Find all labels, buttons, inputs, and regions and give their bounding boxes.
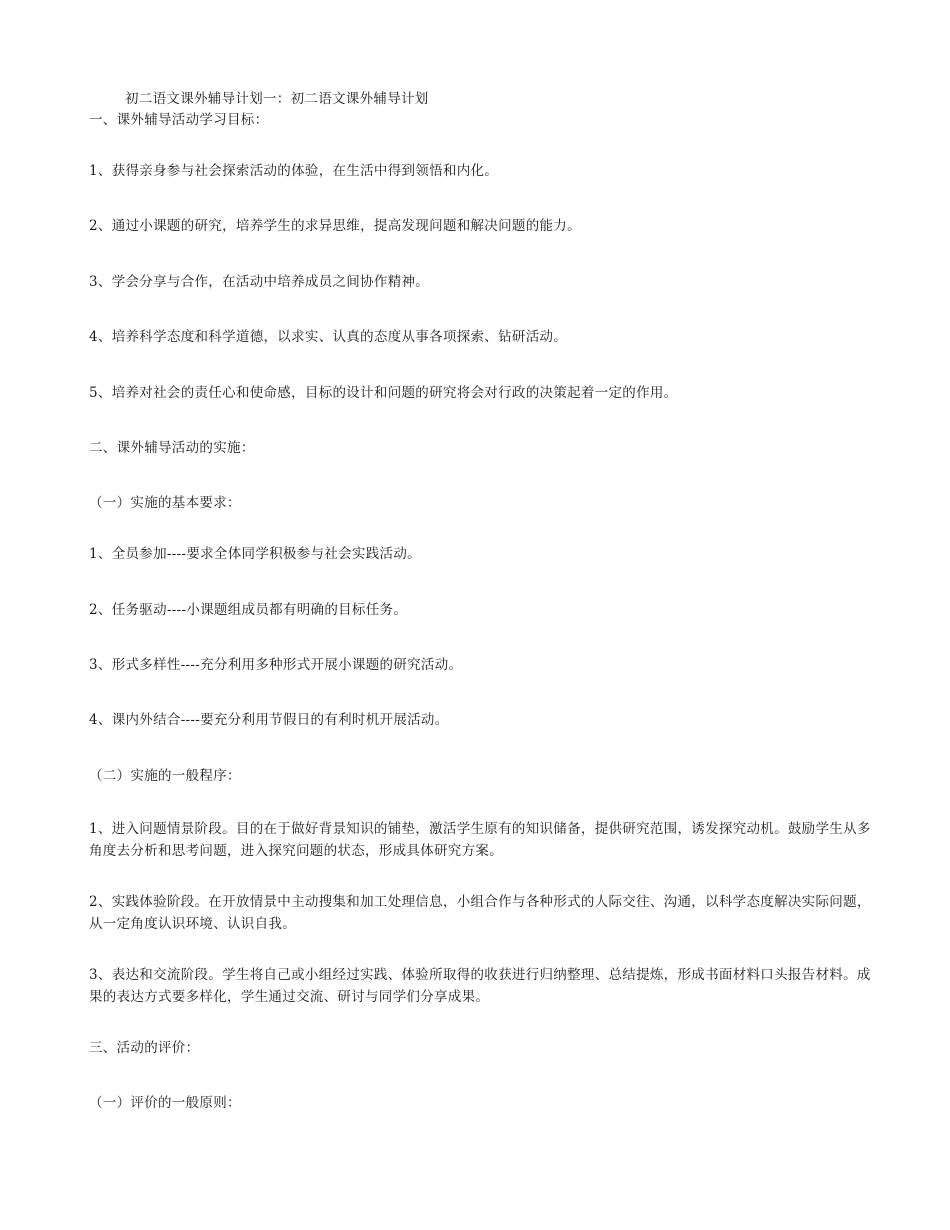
requirement-item-4: 4、课内外结合----要充分利用节假日的有利时机开展活动。 bbox=[89, 712, 449, 728]
procedure-item-3: 3、表达和交流阶段。学生将自己或小组经过实践、体验所取得的收获进行归纳整理、总结提炼，形成书面材料口头报告材料。成果的表达方式要多样化，学生通过交流、研讨与同学们分享成果。 bbox=[89, 967, 871, 1005]
subsection-heading-basic-requirements: （一）实施的基本要求： bbox=[89, 495, 241, 511]
goal-item-1: 1、获得亲身参与社会探索活动的体验，在生活中得到领悟和内化。 bbox=[89, 163, 499, 179]
section-heading-2: 二、课外辅导活动的实施： bbox=[89, 440, 255, 456]
requirement-item-3: 3、形式多样性----充分利用多种形式开展小课题的研究活动。 bbox=[89, 657, 463, 673]
goal-item-5: 5、培养对社会的责任心和使命感，目标的设计和问题的研究将会对行政的决策起着一定的作用。 bbox=[89, 385, 678, 401]
goal-item-3: 3、学会分享与合作，在活动中培养成员之间协作精神。 bbox=[89, 274, 430, 290]
procedure-item-2: 2、实践体验阶段。在开放情景中主动搜集和加工处理信息，小组合作与各种形式的人际交往、沟通，以科学态度解决实际问题，从一定角度认识环境、认识自我。 bbox=[89, 894, 871, 932]
section-heading-3: 三、活动的评价： bbox=[89, 1040, 200, 1056]
document-title: 初二语文课外辅导计划一：初二语文课外辅导计划 bbox=[125, 91, 429, 107]
goal-item-2: 2、通过小课题的研究，培养学生的求异思维，提高发现问题和解决问题的能力。 bbox=[89, 218, 581, 234]
requirement-item-1: 1、全员参加----要求全体同学积极参与社会实践活动。 bbox=[89, 546, 421, 562]
procedure-item-1: 1、进入问题情景阶段。目的在于做好背景知识的铺垫，激活学生原有的知识储备，提供研究范围，诱发探究动机。鼓励学生从多角度去分析和思考问题，进入探究问题的状态，形成具体研究方案。 bbox=[89, 821, 871, 859]
section-heading-1: 一、课外辅导活动学习目标： bbox=[89, 112, 269, 128]
goal-item-4: 4、培养科学态度和科学道德，以求实、认真的态度从事各项探索、钻研活动。 bbox=[89, 329, 568, 345]
requirement-item-2: 2、任务驱动----小课题组成员都有明确的目标任务。 bbox=[89, 602, 408, 618]
subsection-heading-evaluation-principles: （一）评价的一般原则： bbox=[89, 1095, 241, 1111]
subsection-heading-general-procedure: （二）实施的一般程序： bbox=[89, 768, 241, 784]
